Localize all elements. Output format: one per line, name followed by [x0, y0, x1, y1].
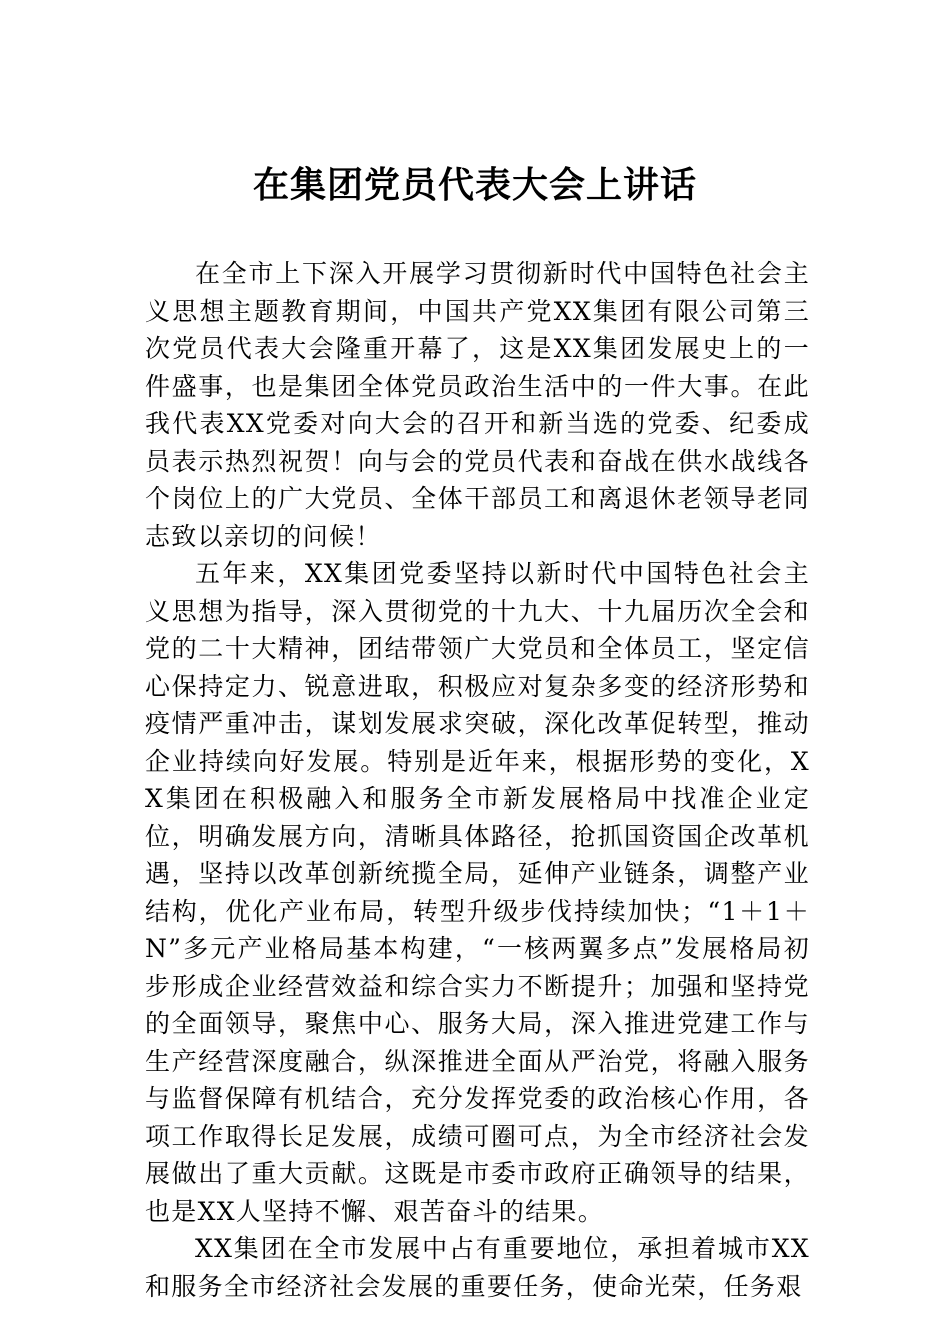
document-title: 在集团党员代表大会上讲话	[252, 164, 697, 206]
paragraph-2: 五年来，XX集团党委坚持以新时代中国特色社会主义思想为指导，深入贯彻党的十九大、十九届历次全会和党的二十大精神，团结带领广大党员和全体员工，坚定信心保持定力、锐意进取，积极应对复杂多变的经济形势和疫情严重冲击，谋划发展求突破，深化改革促转型，推动企业持续向好发展。特别是近年来，根据形势的变化，XX集团在积极融入和服务全市新发展格局中找准企业定位，明确发展方向，清晰具体路径，抢抓国资国企改革机遇，坚持以改革创新统揽全局，延伸产业链条，调整产业结构，优化产业布局，转型升级步伐持续加快；“1＋1＋N”多元产业格局基本构建，“一核两翼多点”发展格局初步形成企业经营效益和综合实力不断提升；加强和坚持党的全面领导，聚焦中心、服务大局，深入推进党建工作与生产经营深度融合，纵深推进全面从严治党，将融入服务与监督保障有机结合，充分发挥党委的政治核心作用，各项工作取得长足发展，成绩可圈可点，为全市经济社会发展做出了重大贡献。这既是市委市政府正确领导的结果，也是XX人坚持不懈、艰苦奋斗的结果。	[145, 559, 810, 1226]
document-body	[145, 255, 810, 1305]
paragraph-1: 在全市上下深入开展学习贯彻新时代中国特色社会主义思想主题教育期间，中国共产党XX集团有限公司第三次党员代表大会隆重开幕了，这是XX集团发展史上的一件盛事，也是集团全体党员政治生活中的一件大事。在此我代表XX党委对向大会的召开和新当选的党委、纪委成员表示热烈祝贺！向与会的党员代表和奋战在供水战线各个岗位上的广大党员、全体干部员工和离退休老领导老同志致以亲切的问候！	[145, 259, 810, 551]
paragraph-3: XX集团在全市发展中占有重要地位，承担着城市XX和服务全市经济社会发展的重要任务，使命光荣，任务艰	[145, 1234, 810, 1301]
